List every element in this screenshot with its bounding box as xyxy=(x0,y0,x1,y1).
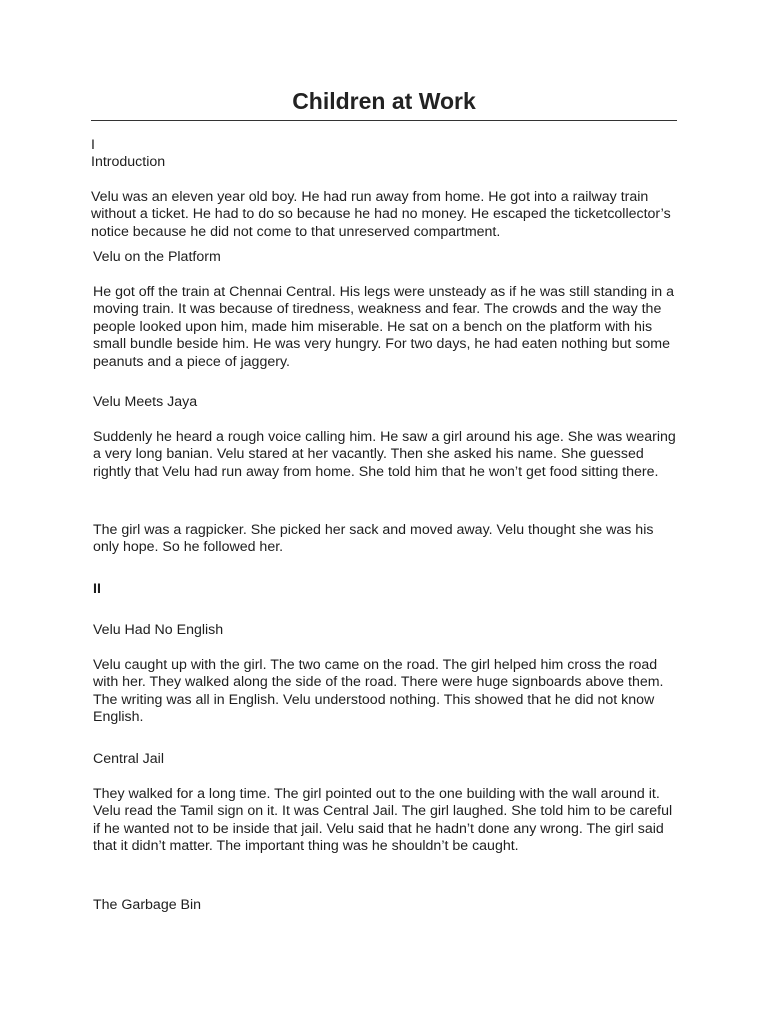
intro-heading: Introduction xyxy=(91,154,166,170)
title-divider xyxy=(91,120,677,121)
english-heading: Velu Had No English xyxy=(93,622,224,638)
jaya-paragraph-2: The girl was a ragpicker. She picked her sack and moved away. Velu thought she was his only hope. So he followed her. xyxy=(93,522,654,556)
english-paragraph: Velu caught up with the girl. The two came on the road. The girl helped him cross the road with her. They walked along the side of the road. There were huge signboards above them. The writing was all in English. Velu understood nothing. This showed that he did not know English. xyxy=(93,657,664,726)
jail-heading: Central Jail xyxy=(93,751,164,767)
platform-heading: Velu on the Platform xyxy=(93,249,221,265)
jaya-heading: Velu Meets Jaya xyxy=(93,394,198,410)
document-title: Children at Work xyxy=(292,88,476,114)
jaya-paragraph-1: Suddenly he heard a rough voice calling him. He saw a girl around his age. She was wearing a very long banian. Velu stared at her vacantly. Then she asked his name. She guessed rightly that Velu had run away from home. She told him that he won’t get food sitting there. xyxy=(93,429,676,480)
jail-paragraph: They walked for a long time. The girl pointed out to the one building with the wall around it. Velu read the Tamil sign on it. It was Central Jail. The girl laughed. She told him to be careful if he wanted not to be inside that jail. Velu said that he hadn’t done any wrong. The girl said that it didn’t matter. The important thing was he shouldn’t be caught. xyxy=(93,786,673,855)
intro-paragraph: Velu was an eleven year old boy. He had run away from home. He got into a railway train without a ticket. He had to do so because he had no money. He escaped the ticketcollector’s notice because he did not come to that unreserved compartment. xyxy=(91,189,671,240)
part-two-label: II xyxy=(93,581,101,597)
platform-paragraph: He got off the train at Chennai Central. His legs were unsteady as if he was still standing in a moving train. It was because of tiredness, weakness and fear. The crowds and the way the people looked upon him, made him miserable. He sat on a bench on the platform with his small bundle beside him. He was very hungry. For two days, he had eaten nothing but some peanuts and a piece of jaggery. xyxy=(93,284,674,370)
part-one-label: I xyxy=(91,137,95,153)
garbage-heading: The Garbage Bin xyxy=(93,897,202,913)
